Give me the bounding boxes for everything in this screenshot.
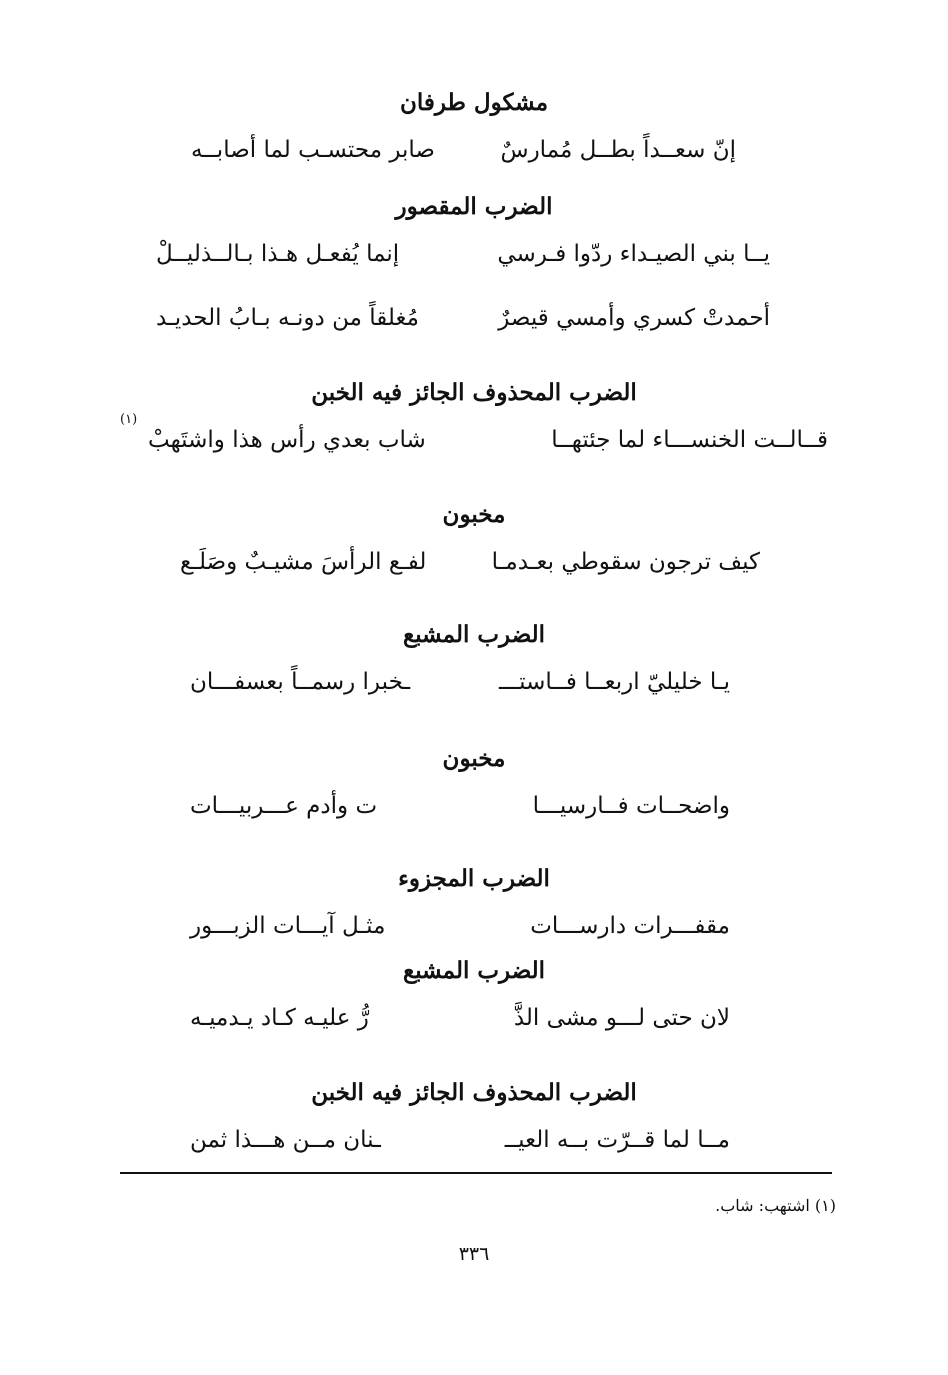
verse-hemistich-left: ـخبرا رسمــاً بعسفـــان <box>190 669 411 695</box>
verse-line <box>190 664 730 700</box>
verse-line <box>190 1000 730 1036</box>
verse-line <box>190 908 730 944</box>
verse-line <box>156 300 770 336</box>
section-heading: مخبون <box>442 745 506 772</box>
verse-hemistich-right: واضحــات فــارسيـــا <box>532 793 730 819</box>
section-heading: الضرب المشبع <box>402 621 546 648</box>
verse-hemistich-right: كيف ترجون سقوطي بعـدمـا <box>491 549 760 575</box>
section-heading: الضرب المشبع <box>402 957 546 984</box>
verse-line <box>190 1122 730 1158</box>
verse-hemistich-right: لان حتى لـــو مشى الذَّ <box>513 1005 730 1031</box>
section-heading: الضرب المحذوف الجائز فيه الخبن <box>311 379 637 406</box>
footnote: (١) اشتهب: شاب. <box>715 1196 836 1215</box>
verse-hemistich-left: ت وأدم عـــربيـــات <box>190 793 378 819</box>
verse-hemistich-left: إنما يُفعـل هـذا بـالــذليــلْ <box>156 241 400 267</box>
verse-hemistich-right: قــالــت الخنســـاء لما جئتهــا <box>551 427 828 453</box>
footnote-divider <box>120 1172 832 1174</box>
verse-hemistich-left: مُغلقاً من دونـه بـابُ الحديـد <box>156 305 419 331</box>
section-heading: الضرب المحذوف الجائز فيه الخبن <box>311 1079 637 1106</box>
verse-hemistich-right: يــا بني الصيـداء ردّوا فـرسي <box>497 241 770 267</box>
verse-hemistich-right: مقفـــرات دارســـات <box>530 913 730 939</box>
verse-hemistich-right: يـا خليليّ اربعــا فــاستـــ <box>498 669 730 695</box>
section-heading: مخبون <box>442 501 506 528</box>
footnote-marker: (١) <box>120 412 138 427</box>
verse-hemistich-right: أحمدتْ كسري وأمسي قيصرٌ <box>498 305 770 331</box>
section-heading: مشكول طرفان <box>399 89 549 116</box>
verse-hemistich-left: لفـع الرأسَ مشيـبٌ وصَلَـع <box>180 549 427 575</box>
verse-line <box>156 236 770 272</box>
verse-hemistich-right: إنّ سعــداً بطــل مُمارسٌ <box>500 137 736 163</box>
verse-hemistich-left: مثـل آيـــات الزبـــور <box>190 913 386 939</box>
verse-hemistich-left: صابر محتسـب لما أصابــه <box>191 137 435 163</box>
section-heading: الضرب المقصور <box>395 193 553 220</box>
verse-hemistich-left: رُّ عليـه كـاد يـدميـه <box>190 1005 369 1031</box>
verse-hemistich-right: مــا لما قــرّت بــه العيــ <box>504 1127 730 1153</box>
verse-line <box>180 544 760 580</box>
verse-hemistich-left: ـنان مــن هـــذا ثمن <box>190 1127 381 1153</box>
page-number: ٣٣٦ <box>458 1243 490 1265</box>
verse-hemistich-left: شاب بعدي رأس هذا واشتَهبْ <box>148 427 426 453</box>
verse-line <box>191 132 736 168</box>
verse-line <box>190 788 730 824</box>
verse-line <box>148 422 828 458</box>
section-heading: الضرب المجزوء <box>398 865 550 892</box>
